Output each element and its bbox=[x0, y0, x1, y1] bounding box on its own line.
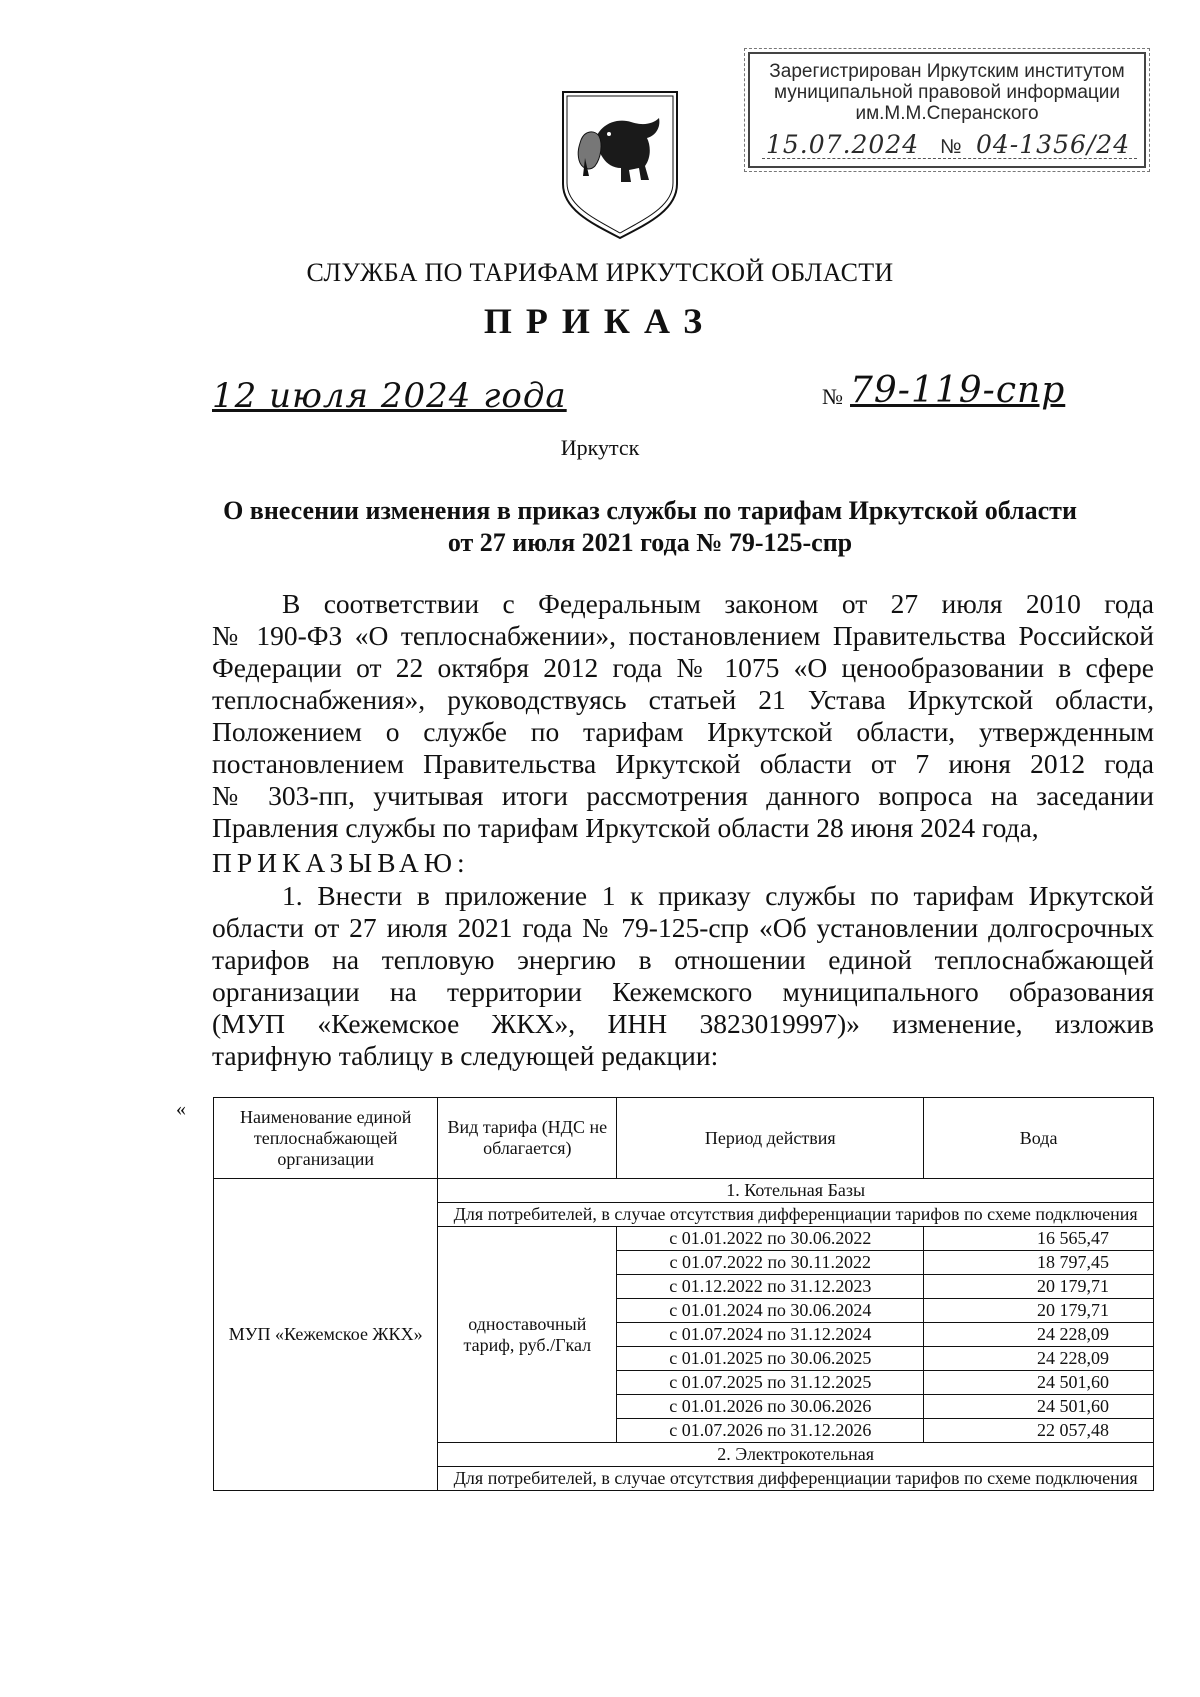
consumers-note-2: Для потребителей, в случае отсутствия дифференциации тарифов по схеме подключения bbox=[438, 1467, 1154, 1491]
value-cell: 18 797,45 bbox=[924, 1251, 1154, 1275]
value-cell: 24 228,09 bbox=[924, 1323, 1154, 1347]
section-2-title: 2. Электрокотельная bbox=[438, 1443, 1154, 1467]
order-date: 12 июля 2024 года bbox=[212, 376, 567, 416]
stamp-line-2: муниципальной правовой информации bbox=[774, 82, 1120, 103]
p1-line: постановлением Правительства Иркутской области от 7 июня 2012 года bbox=[212, 748, 1154, 779]
value-cell: 24 228,09 bbox=[924, 1347, 1154, 1371]
header-tariff: Вид тарифа (НДС не облагается) bbox=[438, 1098, 617, 1179]
tariff-type-cell: одноставочный тариф, руб./Гкал bbox=[438, 1227, 617, 1443]
period-cell: с 01.07.2024 по 31.12.2024 bbox=[617, 1323, 924, 1347]
value-cell: 20 179,71 bbox=[924, 1299, 1154, 1323]
p1-line: № 303-пп, учитывая итоги рассмотрения данного вопроса на заседании bbox=[212, 780, 1154, 811]
period-cell: с 01.01.2024 по 30.06.2024 bbox=[617, 1299, 924, 1323]
stamp-handwritten-row bbox=[762, 130, 1137, 162]
period-cell: с 01.01.2022 по 30.06.2022 bbox=[617, 1227, 924, 1251]
open-quote: « bbox=[176, 1098, 186, 1120]
p1-line: Правления службы по тарифам Иркутской области 28 июня 2024 года, bbox=[212, 812, 1039, 843]
city: Иркутск bbox=[560, 435, 640, 460]
consumers-note: Для потребителей, в случае отсутствия дифференциации тарифов по схеме подключения bbox=[438, 1203, 1154, 1227]
period-cell: с 01.01.2026 по 30.06.2026 bbox=[617, 1395, 924, 1419]
value-cell: 24 501,60 bbox=[924, 1371, 1154, 1395]
period-cell: с 01.01.2025 по 30.06.2025 bbox=[617, 1347, 924, 1371]
period-cell: с 01.07.2022 по 30.11.2022 bbox=[617, 1251, 924, 1275]
header-water: Вода bbox=[924, 1098, 1154, 1179]
period-cell: с 01.12.2022 по 31.12.2023 bbox=[617, 1275, 924, 1299]
order-number-label: № bbox=[822, 384, 843, 409]
p2-line: тарифную таблицу в следующей редакции: bbox=[212, 1040, 719, 1071]
stamp-underline bbox=[762, 158, 1137, 159]
value-cell: 16 565,47 bbox=[924, 1227, 1154, 1251]
p2-line: тарифов на тепловую энергию в отношении единой теплоснабжающей bbox=[212, 944, 1154, 975]
stamp-line-3: им.М.М.Сперанского bbox=[855, 103, 1039, 124]
p1-line: № 190-ФЗ «О теплоснабжении», постановлением Правительства Российской bbox=[212, 620, 1154, 651]
stamp-date: 15.07.2024 bbox=[766, 130, 920, 159]
document-title bbox=[150, 495, 1150, 559]
table-header-row bbox=[214, 1098, 1154, 1179]
title-line-2: от 27 июля 2021 года № 79-125-спр bbox=[447, 528, 853, 557]
p2-line: 1. Внести в приложение 1 к приказу службы по тарифам Иркутской bbox=[282, 880, 1154, 911]
header-org: Наименование единой теплоснабжающей организации bbox=[214, 1098, 438, 1179]
value-cell: 24 501,60 bbox=[924, 1395, 1154, 1419]
order-number: 79-119-спр bbox=[850, 370, 1066, 411]
org-name-cell: МУП «Кежемское ЖКХ» bbox=[214, 1179, 438, 1491]
p1-line: теплоснабжения», руководствуясь статьей 21 Устава Иркутской области, bbox=[212, 684, 1154, 715]
registration-stamp bbox=[748, 52, 1146, 168]
value-cell: 22 057,48 bbox=[924, 1419, 1154, 1443]
coat-of-arms-icon bbox=[555, 88, 685, 240]
p1-line: В соответствии с Федеральным законом от 27 июля 2010 года bbox=[282, 588, 1154, 619]
title-line-1: О внесении изменения в приказ службы по тарифам Иркутской области bbox=[223, 496, 1077, 525]
stamp-number: 04-1356/24 bbox=[976, 130, 1131, 159]
value-cell: 20 179,71 bbox=[924, 1275, 1154, 1299]
p2-line: (МУП «Кежемское ЖКХ», ИНН 3823019997)» изменение, изложив bbox=[212, 1008, 1154, 1039]
period-cell: с 01.07.2026 по 31.12.2026 bbox=[617, 1419, 924, 1443]
agency-name: СЛУЖБА ПО ТАРИФАМ ИРКУТСКОЙ ОБЛАСТИ bbox=[306, 258, 894, 287]
p1-line: Положением о службе по тарифам Иркутской области, утвержденным bbox=[212, 716, 1154, 747]
header-period: Период действия bbox=[617, 1098, 924, 1179]
section-1-title: 1. Котельная Базы bbox=[438, 1179, 1154, 1203]
stamp-no-label: № bbox=[940, 136, 962, 158]
tariff-table bbox=[213, 1097, 1154, 1491]
table-row bbox=[214, 1179, 1154, 1203]
prikazyvayu: ПРИКАЗЫВАЮ: bbox=[212, 847, 470, 878]
period-cell: с 01.07.2025 по 31.12.2025 bbox=[617, 1371, 924, 1395]
p2-line: организации на территории Кежемского муниципального образования bbox=[212, 976, 1154, 1007]
p1-line: Федерации от 22 октября 2012 года № 1075 «О ценообразовании в сфере bbox=[212, 652, 1154, 683]
stamp-line-1: Зарегистрирован Иркутским институтом bbox=[769, 61, 1125, 82]
p2-line: области от 27 июля 2021 года № 79-125-спр «Об установлении долгосрочных bbox=[212, 912, 1154, 943]
document-type: ПРИКАЗ bbox=[483, 301, 717, 341]
